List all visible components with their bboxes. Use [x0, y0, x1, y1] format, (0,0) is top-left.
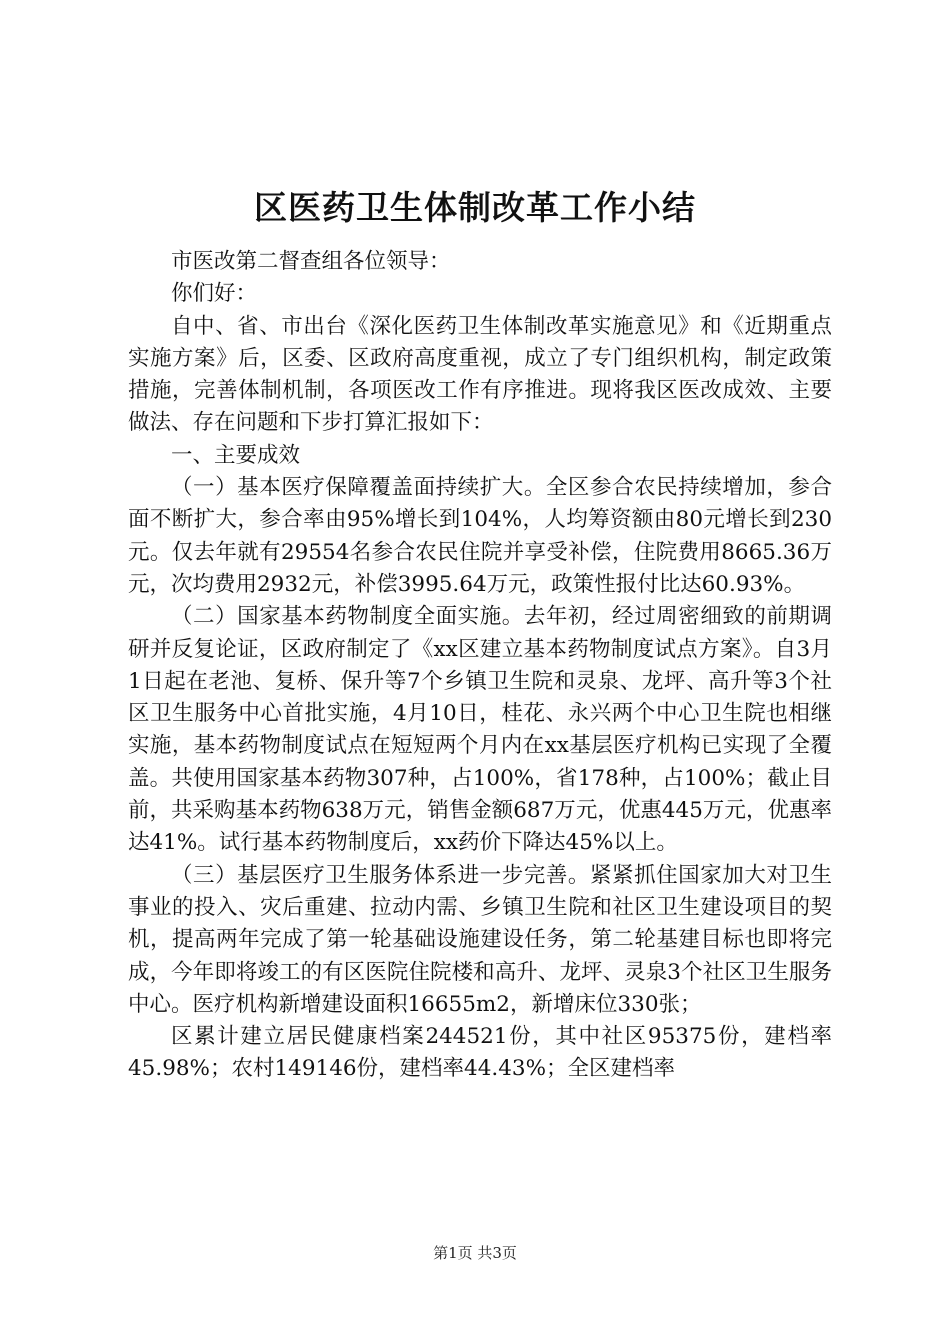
document-body	[128, 246, 832, 1086]
intro-paragraph: 自中、省、市出台《深化医药卫生体制改革实施意见》和《近期重点实施方案》后，区委、区政府高度重视，成立了专门组织机构，制定政策措施，完善体制机制，各项医改工作有序推进。现将我区医改成效、主要做法、存在问题和下步打算汇报如下：	[128, 313, 832, 436]
paragraph-service-system: （三）基层医疗卫生服务体系进一步完善。紧紧抓住国家加大对卫生事业的投入、灾后重建、拉动内需、乡镇卫生院和社区卫生建设项目的契机，提高两年完成了第一轮基础设施建设任务，第二轮基建目标也即将完成，今年即将竣工的有区医院住院楼和高升、龙坪、灵泉3个社区卫生服务中心。医疗机构新增建设面积16655m2，新增床位330张；	[128, 862, 832, 1017]
page-number-footer: 第1页 共3页	[433, 1244, 517, 1262]
paragraph-insurance: （一）基本医疗保障覆盖面持续扩大。全区参合农民持续增加，参合面不断扩大，参合率由95%增长到104%，人均筹资额由80元增长到230元。仅去年就有29554名参合农民住院并享受补偿，住院费用8665.36万元，次均费用2932元，补偿3995.64万元，政策性报付比达60.93%。	[128, 475, 832, 597]
document-title: 区医药卫生体制改革工作小结	[254, 188, 696, 227]
greeting-line: 你们好：	[171, 281, 258, 307]
section-heading: 一、主要成效	[171, 442, 301, 468]
paragraph-health-records: 区累计建立居民健康档案244521份，其中社区95375份，建档率45.98%；农村149146份，建档率44.43%；全区建档率	[128, 1024, 832, 1082]
salutation-line: 市医改第二督查组各位领导：	[171, 249, 451, 274]
paragraph-essential-drugs: （二）国家基本药物制度全面实施。去年初，经过周密细致的前期调研并反复论证，区政府制定了《xx区建立基本药物制度试点方案》。自3月1日起在老池、复桥、保升等7个乡镇卫生院和灵泉、龙坪、高升等3个社区卫生服务中心首批实施，4月10日，桂花、永兴两个中心卫生院也相继实施，基本药物制度试点在短短两个月内在xx基层医疗机构已实现了全覆盖。共使用国家基本药物307种，占100%，省178种，占100%；截止目前，共采购基本药物638万元，销售金额687万元，优惠445万元，优惠率达41%。试行基本药物制度后，xx药价下降达45%以上。	[128, 604, 832, 856]
